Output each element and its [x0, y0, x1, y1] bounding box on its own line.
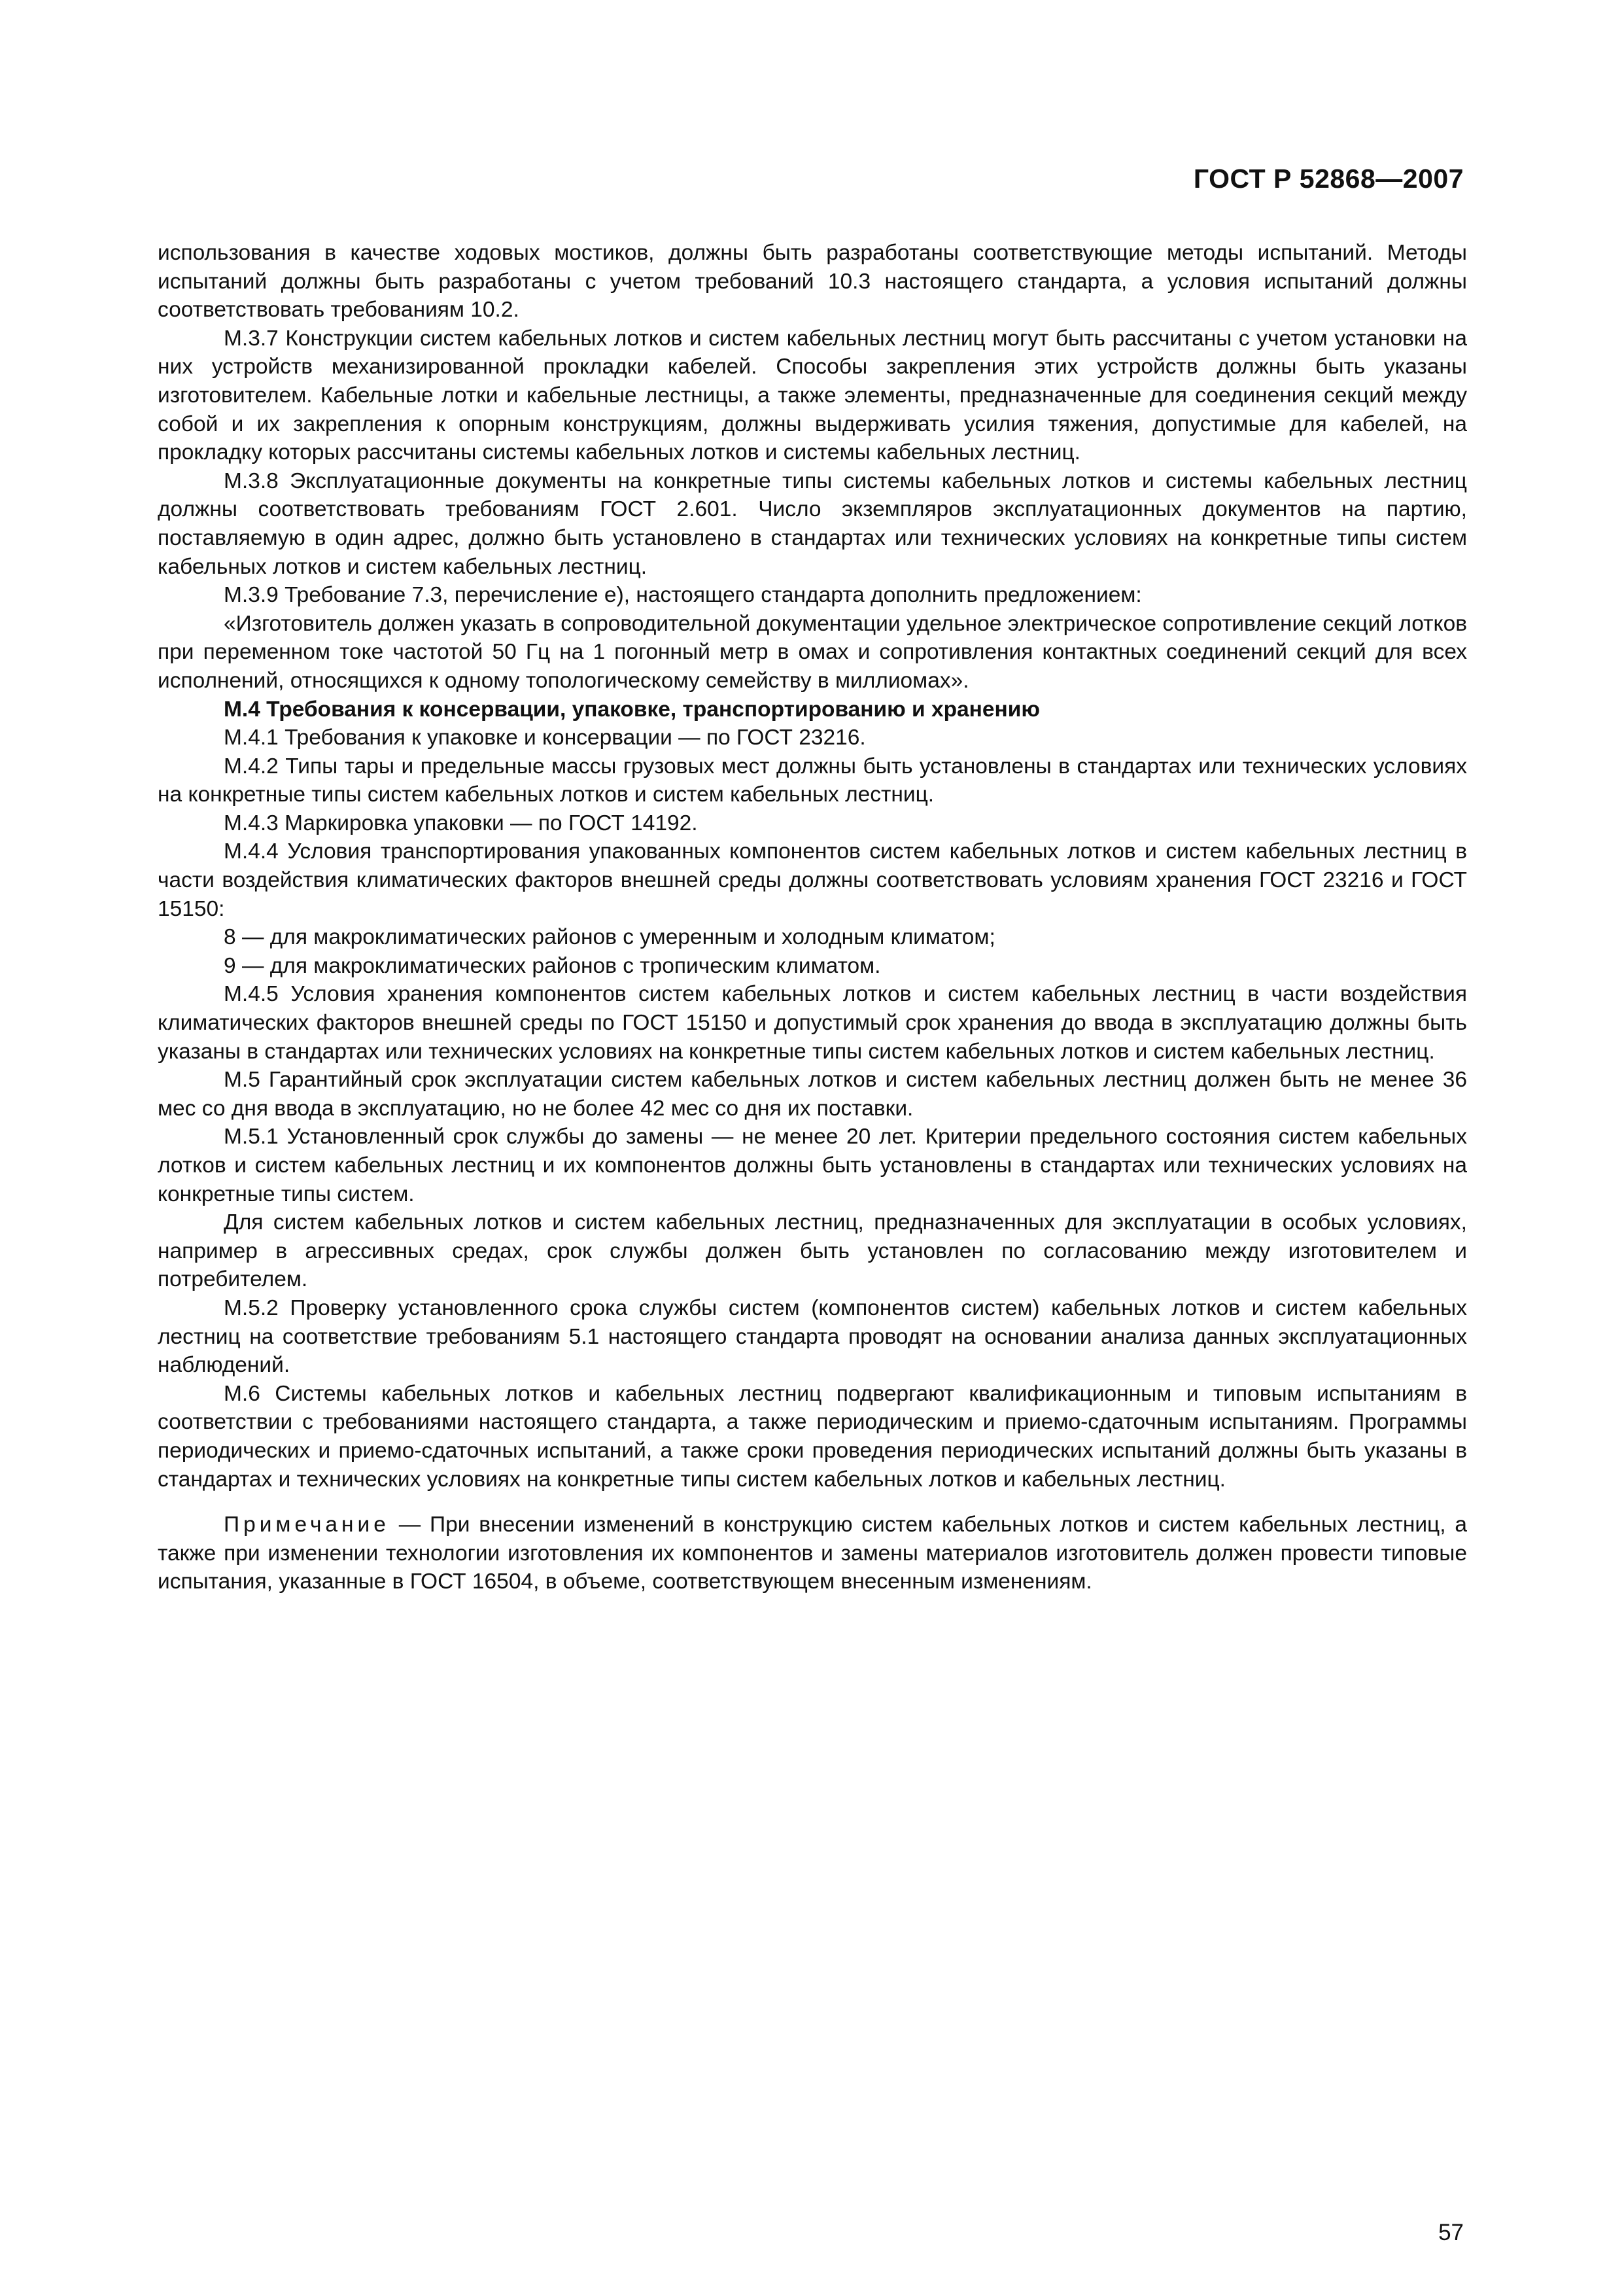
- paragraph-m-3-8: М.3.8 Эксплуатационные документы на конкретные типы системы кабельных лотков и системы кабельных лестниц должны соответствовать требованиям ГОСТ 2.601. Число экземпляров эксплуатационных документов на партию, поставляемую в один адрес, должно быть установлено в стандартах или технических условиях на конкретные типы систем кабельных лотков и систем кабельных лестниц.: [158, 468, 1467, 579]
- paragraph-m-4-1: М.4.1 Требования к упаковке и консервации — по ГОСТ 23216.: [224, 726, 866, 750]
- paragraph-continuation: использования в качестве ходовых мостиков, должны быть разработаны соответствующие методы испытаний. Методы испытаний должны быть разработаны с учетом требований 10.3 настоящего стандарта, а условия испытаний должны соответствовать требованиям 10.2.: [158, 241, 1467, 323]
- paragraph-m-6: М.6 Системы кабельных лотков и кабельных лестниц подвергают квалификационным и типовым испытаниям в соответствии с требованиями настоящего стандарта, а также периодическим и приемо-сдаточным испытаниям. Программы периодических и приемо-сдаточных испытаний, а также сроки проведения периодических испытаний должны быть указаны в стандартах и технических условиях на конкретные типы систем кабельных лотков и кабельных лестниц.: [158, 1381, 1467, 1492]
- paragraph-m-3-9: М.3.9 Требование 7.3, перечисление е), настоящего стандарта дополнить предложением:: [224, 583, 1142, 608]
- document-body: [158, 239, 1467, 1596]
- paragraph-m-5-2: М.5.2 Проверку установленного срока службы систем (компонентов систем) кабельных лотков и систем кабельных лестниц на соответствие требованиям 5.1 настоящего стандарта проводят на основании анализа данных эксплуатационных наблюдений.: [158, 1295, 1467, 1378]
- section-heading-m-4: М.4 Требования к консервации, упаковке, транспортированию и хранению: [224, 697, 1040, 722]
- list-item-9: 9 — для макроклиматических районов с тропическим климатом.: [224, 953, 881, 978]
- list-item-8: 8 — для макроклиматических районов с умеренным и холодным климатом;: [224, 925, 995, 950]
- paragraph-m-3-7: М.3.7 Конструкции систем кабельных лотков и систем кабельных лестниц могут быть рассчитаны с учетом установки на них устройств механизированной прокладки кабелей. Способы закрепления этих устройств должны быть указаны изготовителем. Кабельные лотки и кабельные лестницы, а также элементы, предназначенные для соединения секций между собой и их закрепления к опорным конструкциям, должны выдерживать усилия тяжения, допустимые для кабелей, на прокладку которых рассчитаны системы кабельных лотков и системы кабельных лестниц.: [158, 326, 1467, 465]
- paragraph-m-5: М.5 Гарантийный срок эксплуатации систем кабельных лотков и систем кабельных лестниц должен быть не менее 36 мес со дня ввода в эксплуатацию, но не более 42 мес со дня их поставки.: [158, 1068, 1467, 1121]
- note-text: — При внесении изменений в конструкцию систем кабельных лотков и систем кабельных лестниц, а также при изменении технологии изготовления их компонентов и замены материалов изготовитель должен провести типовые испытания, указанные в ГОСТ 16504, в объеме, соответствующем внесенным изменениям.: [158, 1513, 1467, 1594]
- paragraph-m-4-2: М.4.2 Типы тары и предельные массы грузовых мест должны быть установлены в стандартах или технических условиях на конкретные типы систем кабельных лотков и систем кабельных лестниц.: [158, 754, 1467, 807]
- paragraph-m-5-1: М.5.1 Установленный срок службы до замены — не менее 20 лет. Критерии предельного состояния систем кабельных лотков и систем кабельных лестниц и их компонентов должны быть установлены в стандартах или технических условиях на конкретные типы систем.: [158, 1125, 1467, 1206]
- document-code-header: ГОСТ Р 52868—2007: [1193, 164, 1464, 194]
- note-label: Примечание: [224, 1513, 390, 1537]
- page-number: 57: [1438, 2220, 1464, 2245]
- note: [158, 1511, 1467, 1596]
- paragraph-m-4-4: М.4.4 Условия транспортирования упакованных компонентов систем кабельных лотков и систем кабельных лестниц в части воздействия климатических факторов внешней среды должны соответствовать условиям хранения ГОСТ 23216 и ГОСТ 15150:: [158, 839, 1467, 921]
- paragraph-quote: «Изготовитель должен указать в сопроводительной документации удельное электрическое сопротивление секций лотков при переменном токе частотой 50 Гц на 1 погонный метр в омах и сопротивления контактных соединений секций для всех исполнений, относящихся к одному топологическому семейству в миллиомах».: [158, 611, 1467, 693]
- paragraph-m-4-3: М.4.3 Маркировка упаковки — по ГОСТ 14192.: [224, 811, 698, 835]
- paragraph-special-conditions: Для систем кабельных лотков и систем кабельных лестниц, предназначенных для эксплуатации в особых условиях, например в агрессивных средах, срок службы должен быть установлен по согласованию между изготовителем и потребителем.: [158, 1210, 1467, 1292]
- paragraph-m-4-5: М.4.5 Условия хранения компонентов систем кабельных лотков и систем кабельных лестниц в части воздействия климатических факторов внешней среды по ГОСТ 15150 и допустимый срок хранения до ввода в эксплуатацию должны быть указаны в стандартах или технических условиях на конкретные типы систем кабельных лотков и систем кабельных лестниц.: [158, 982, 1467, 1064]
